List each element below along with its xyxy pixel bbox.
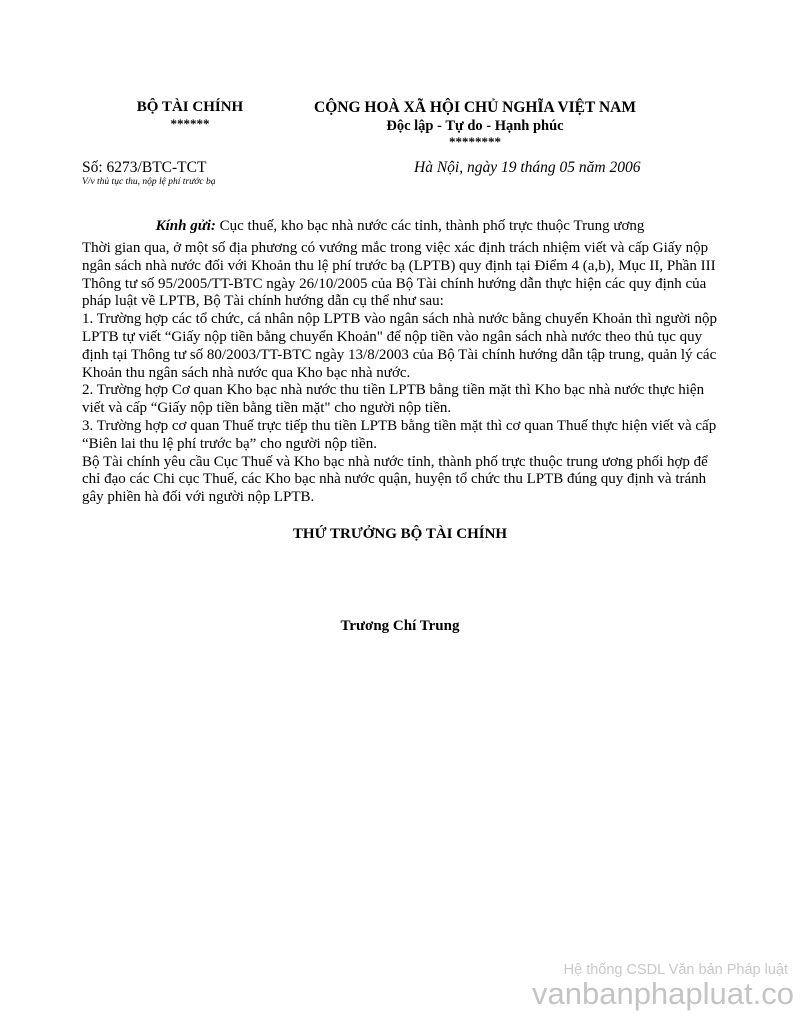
recipient-text: Cục thuế, kho bạc nhà nước các tỉnh, thành phố trực thuộc Trung ương xyxy=(215,218,645,234)
recipient-label: Kính gửi: xyxy=(155,218,216,234)
national-title: CỘNG HOÀ XÃ HỘI CHỦ NGHĨA VIỆT NAM xyxy=(314,99,636,116)
signer-title: THỨ TRƯỞNG BỘ TÀI CHÍNH xyxy=(292,526,508,542)
issuing-agency-block xyxy=(110,98,270,131)
national-motto: Độc lập - Tự do - Hạnh phúc xyxy=(386,118,564,134)
document-date: Hà Nội, ngày 19 tháng 05 năm 2006 xyxy=(414,159,641,176)
recipient-line xyxy=(82,216,718,236)
body-paragraph: Bộ Tài chính yêu cầu Cục Thuế và Kho bạc nhà nước tỉnh, thành phố trực thuộc trung ương phối hợp để chỉ đạo các Chi cục Thuế, các Kho bạc nhà nước quận, huyện tổ chức thu LPTB đúng quy định và tránh gây phiền hà đối với người nộp LPTB. xyxy=(82,453,708,506)
body-paragraph: Thời gian qua, ở một số địa phương có vướng mắc trong việc xác định trách nhiệm viết và cấp Giấy nộp ngân sách nhà nước đối với Khoản thu lệ phí trước bạ (LPTB) quy định tại Điểm 4 (a,b), Mục II, Phần III Thông tư số 95/2005/TT-BTC ngày 26/10/2005 của Bộ Tài chính hướng dẫn thực hiện các quy định của pháp luật về LPTB, Bộ Tài chính hướng dẫn cụ thể như sau: xyxy=(82,240,716,310)
body-paragraph: 1. Trường hợp các tổ chức, cá nhân nộp LPTB vào ngân sách nhà nước bằng chuyển Khoản thì người nộp LPTB tự viết “Giấy nộp tiền bằng chuyển Khoản" để nộp tiền vào ngân sách nhà nước theo thủ tục quy định tại Thông tư số 80/2003/TT-BTC ngày 13/8/2003 của Bộ Tài chính hướng dẫn tập trung, quản lý các Khoản thu ngân sách nhà nước qua Kho bạc nhà nước. xyxy=(82,311,717,381)
watermark-site: vanbanphapluat.co xyxy=(531,976,794,1011)
watermark-caption: Hệ thống CSDL Văn bản Pháp luật xyxy=(563,962,788,978)
document-body xyxy=(82,240,718,507)
issuing-agency: BỘ TÀI CHÍNH xyxy=(136,99,244,115)
document-number: Số: 6273/BTC-TCT xyxy=(82,159,207,176)
body-paragraph: 2. Trường hợp Cơ quan Kho bạc nhà nước thu tiền LPTB bằng tiền mặt thì Kho bạc nhà nước thực hiện viết và cấp “Giấy nộp tiền bằng tiền mặt" cho người nộp tiền. xyxy=(82,382,705,417)
motto-separator: ******** xyxy=(449,134,501,149)
document-subject: V/v thủ tục thu, nộp lệ phí trước bạ xyxy=(82,177,216,187)
national-header-block xyxy=(290,98,660,148)
body-paragraph: 3. Trường hợp cơ quan Thuế trực tiếp thu tiền LPTB bằng tiền mặt thì cơ quan Thuế thực hiện viết và cấp “Biên lai thu lệ phí trước bạ” cho người nộp tiền. xyxy=(82,417,717,452)
agency-separator: ****** xyxy=(170,116,210,131)
signer-name: Trương Chí Trung xyxy=(340,618,460,634)
